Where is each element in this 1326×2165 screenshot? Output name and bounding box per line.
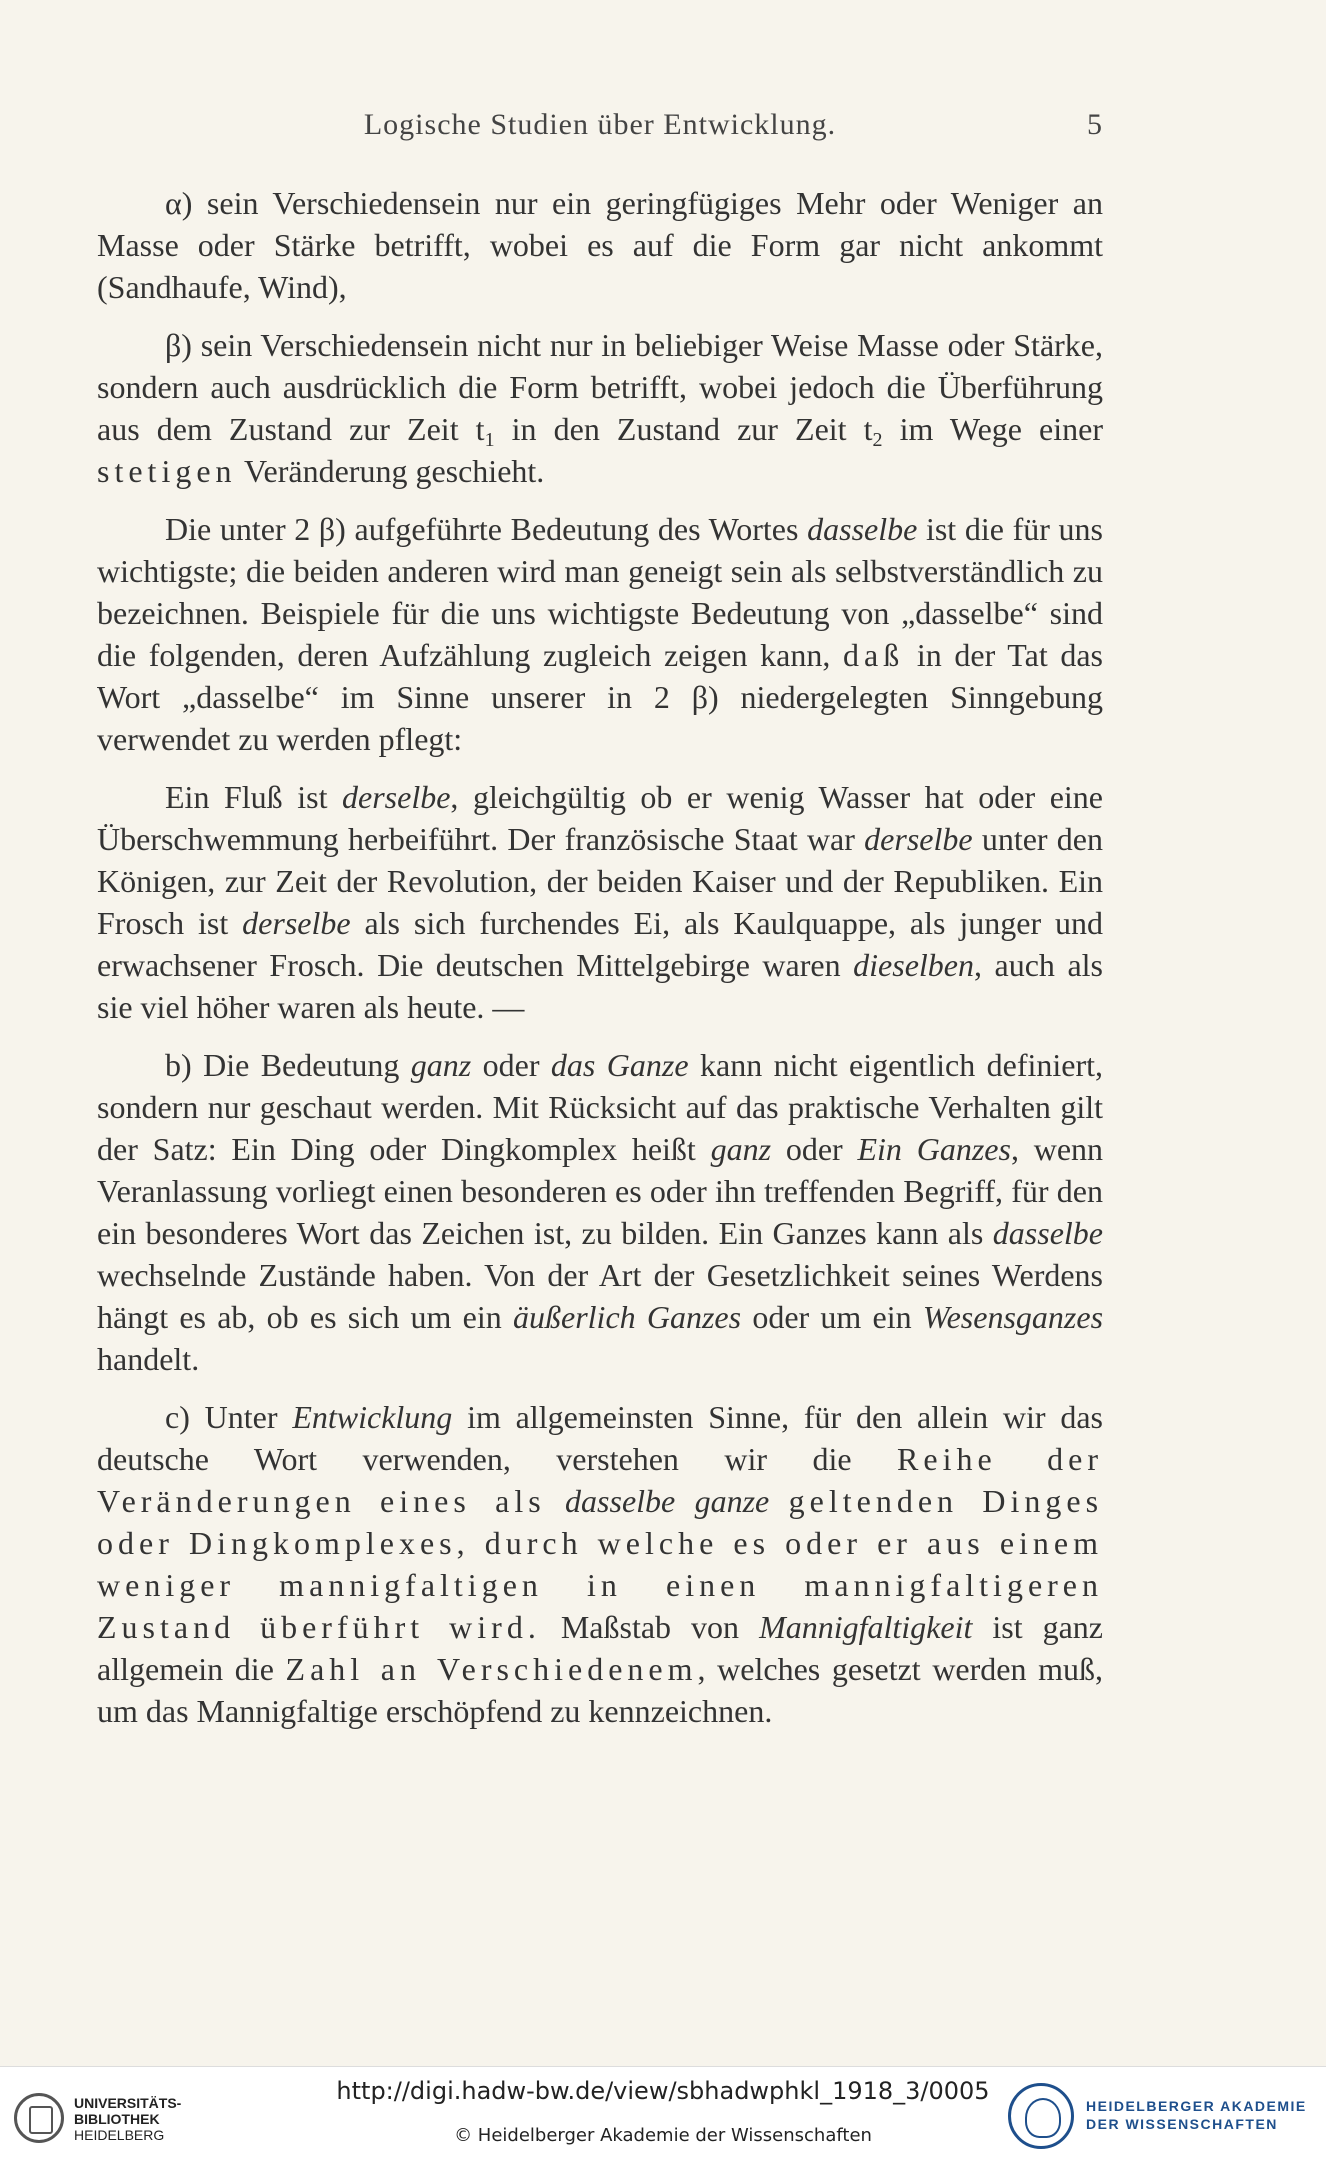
- paragraph-dasselbe: Die unter 2 β) aufgeführte Bedeutung des Wortes dasselbe ist die für uns wichtigste; die beiden anderen wird man geneigt sein als selbstverständlich zu bezeichnen. Beispiele für die uns wichtigste Bedeutung von „dasselbe“ sind die folgenden, deren Aufzählung zugleich zeigen kann, daß in der Tat das Wort „dasselbe“ im Sinne unserer in 2 β) niedergelegten Sinngebung verwendet zu werden pflegt:: [97, 511, 1104, 757]
- copyright-notice: © Heidelberger Akademie der Wissenschaften: [454, 2125, 872, 2146]
- academy-logo[interactable]: HEIDELBERGER AKADEMIE DER WISSENSCHAFTEN: [1008, 2081, 1308, 2153]
- running-header: [97, 108, 1103, 142]
- page-number: 5: [1087, 108, 1103, 141]
- academy-seal-icon: [1008, 2083, 1074, 2149]
- university-library-logo[interactable]: UNIVERSITÄTS- BIBLIOTHEK HEIDELBERG: [10, 2085, 170, 2149]
- running-title: Logische Studien über Entwicklung.: [363, 108, 837, 141]
- paragraph-alpha: α) sein Verschiedensein nur ein geringfügiges Mehr oder Weniger an Masse oder Stärke betrifft, wobei es auf die Form gar nicht ankommt (Sandhaufe, Wind),: [97, 185, 1103, 305]
- paragraph-ganz: b) Die Bedeutung ganz oder das Ganze kann nicht eigentlich definiert, sondern nur geschaut werden. Mit Rücksicht auf das praktische Verhalten gilt der Satz: Ein Ding oder Dingkomplex heißt ganz oder Ein Ganzes, wenn Veranlassung vorliegt einen besonderen es oder ihn treffenden Begriff, für den ein besonderes Wort das Zeichen ist, zu bilden. Ein Ganzes kann als dasselbe wechselnde Zustände haben. Von der Art der Gesetzlichkeit seines Werdens hängt es ab, ob es sich um ein äußerlich Ganzes oder um ein Wesensganzes handelt.: [97, 1047, 1104, 1377]
- body-text: [97, 182, 1103, 1748]
- paragraph-examples: Ein Fluß ist derselbe, gleichgültig ob er wenig Wasser hat oder eine Überschwemmung herbeiführt. Der französische Staat war derselbe unter den Königen, zur Zeit der Revolution, der beiden Kaiser und der Republiken. Ein Frosch ist derselbe als sich furchendes Ei, als Kaulquappe, als junger und erwachsener Frosch. Die deutschen Mittelgebirge waren dieselben, auch als sie viel höher waren als heute. —: [97, 779, 1104, 1025]
- paragraph-entwicklung: c) Unter Entwicklung im allgemeinsten Sinne, für den allein wir das deutsche Wort verwenden, verstehen wir die Reihe der Veränderungen eines als dasselbe ganze geltenden Dinges oder Dingkomplexes, durch welche es oder er aus einem weniger mannigfaltigen in einen mannigfaltigeren Zustand überführt wird. Maßstab von Mannigfaltigkeit ist ganz allgemein die Zahl an Verschiedenem, welches gesetzt werden muß, um das Mannigfaltige erschöpfend zu kennzeichnen.: [97, 1399, 1104, 1729]
- viewer-footer: [0, 2066, 1326, 2165]
- permalink-url[interactable]: http://digi.hadw-bw.de/view/sbhadwphkl_1918_3/0005: [336, 2077, 990, 2105]
- paragraph-beta: β) sein Verschiedensein nicht nur in beliebiger Weise Masse oder Stärke, sondern auch ausdrücklich die Form betrifft, wobei jedoch die Überführung aus dem Zustand zur Zeit $t_1$ in den Zustand zur Zeit $t_2$ im Wege einer stetigen Veränderung geschieht.: [97, 327, 1104, 489]
